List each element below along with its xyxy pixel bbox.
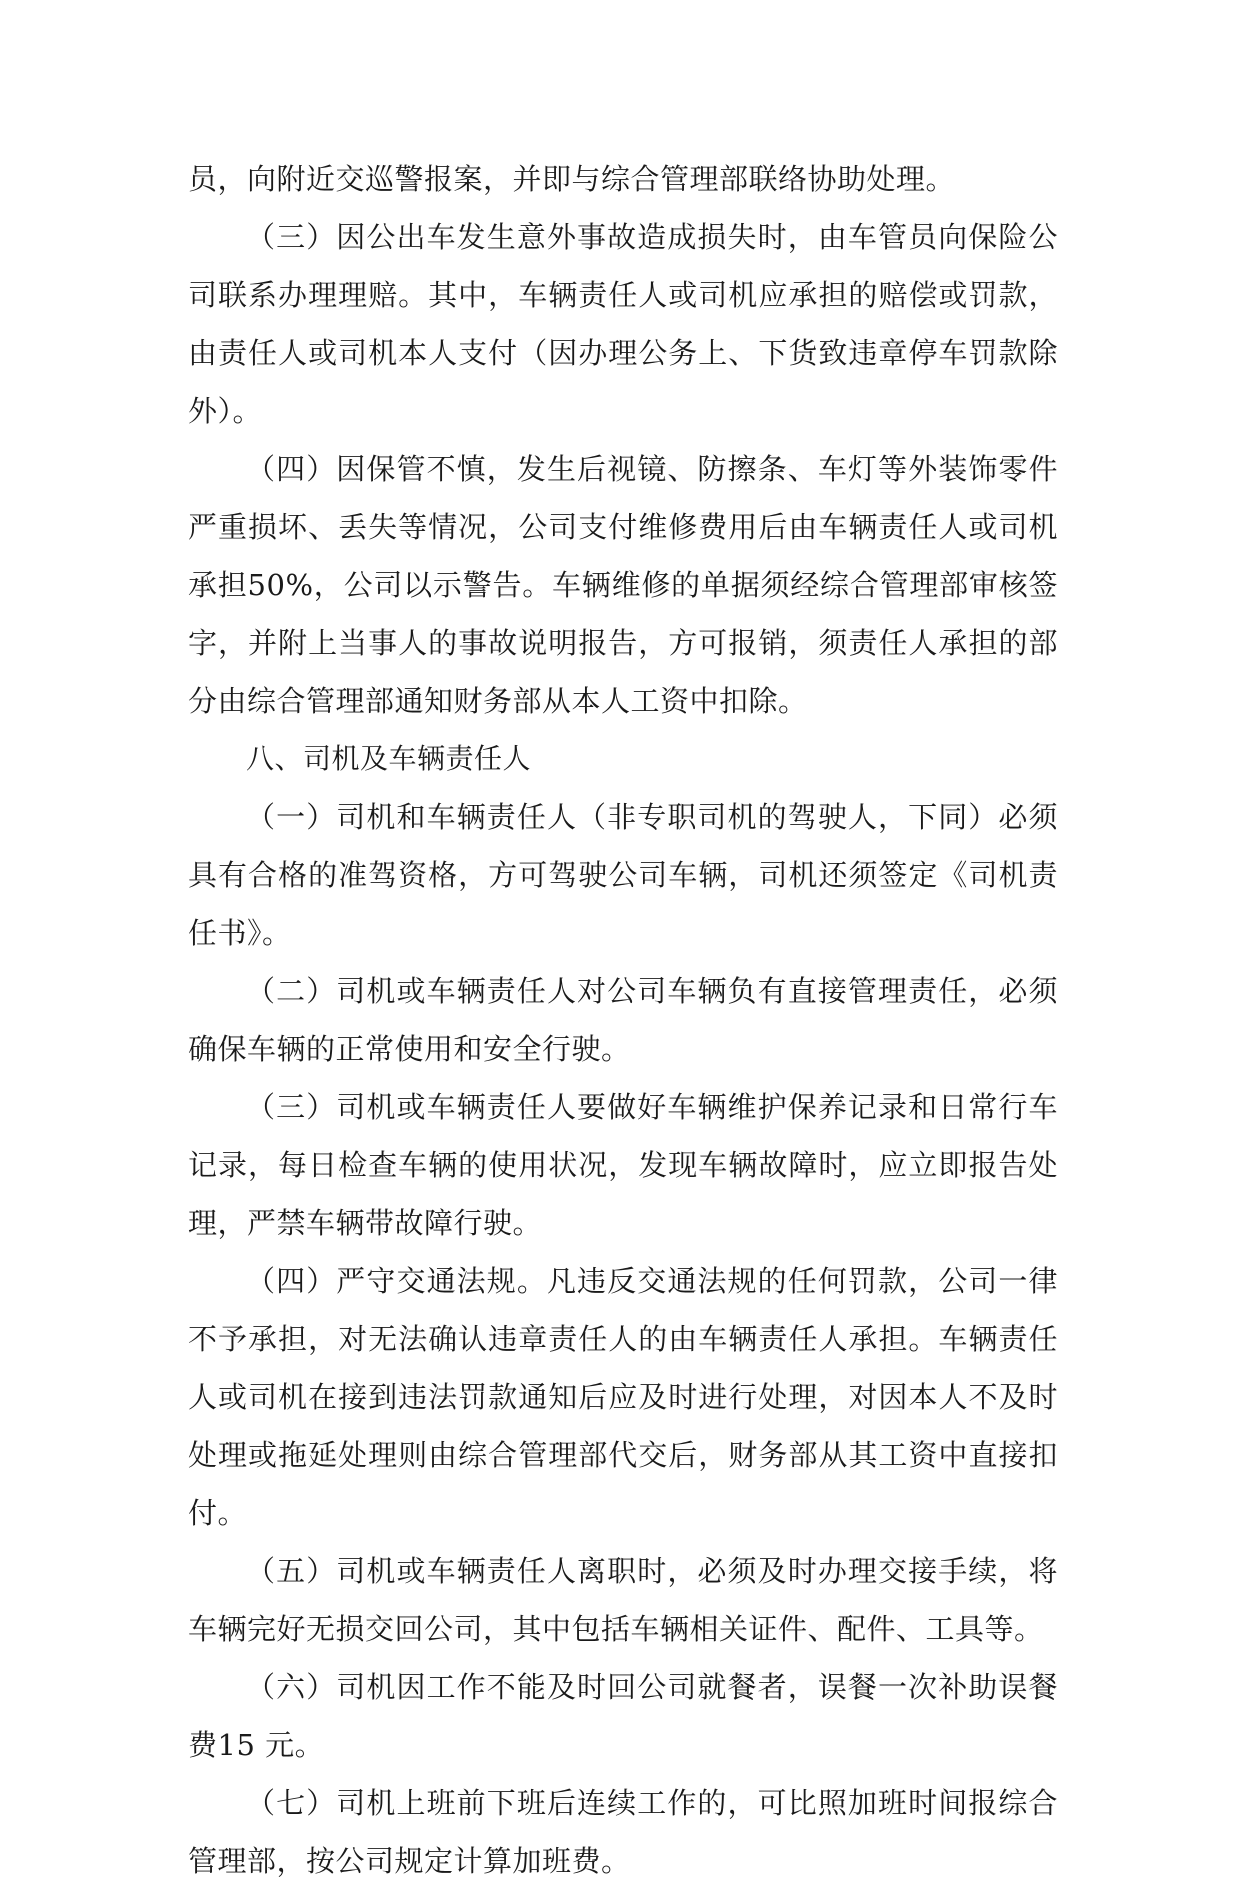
paragraph-item-3-maintenance: （三）司机或车辆责任人要做好车辆维护保养记录和日常行车记录，每日检查车辆的使用状况，发现车辆故障时，应立即报告处理，严禁车辆带故障行驶。 <box>188 1090 1058 1240</box>
paragraph-item-1-license: （一）司机和车辆责任人（非专职司机的驾驶人，下同）必须具有合格的准驾资格，方可驾驶公司车辆，司机还须签定《司机责任书》。 <box>188 800 1058 950</box>
paragraph-item-4-damage: （四）因保管不慎，发生后视镜、防擦条、车灯等外装饰零件严重损坏、丢失等情况，公司支付维修费用后由车辆责任人或司机承担50%，公司以示警告。车辆维修的单据须经综合管理部审核签字，并附上当事人的事故说明报告，方可报销，须责任人承担的部分由综合管理部通知财务部从本人工资中扣除。 <box>188 452 1058 718</box>
paragraph-item-3-insurance: （三）因公出车发生意外事故造成损失时，由车管员向保险公司联系办理理赔。其中，车辆责任人或司机应承担的赔偿或罚款，由责任人或司机本人支付（因办理公务上、下货致违章停车罚款除外）。 <box>188 220 1058 428</box>
paragraph-continuation: 员，向附近交巡警报案，并即与综合管理部联络协助处理。 <box>188 162 956 196</box>
paragraph-item-7-overtime: （七）司机上班前下班后连续工作的，可比照加班时间报综合管理部，按公司规定计算加班费。 <box>188 1786 1058 1878</box>
section-heading-8: 八、司机及车辆责任人 <box>246 742 532 775</box>
paragraph-item-4-traffic-rules: （四）严守交通法规。凡违反交通法规的任何罚款，公司一律不予承担，对无法确认违章责任人的由车辆责任人承担。车辆责任人或司机在接到违法罚款通知后应及时进行处理，对因本人不及时处理或拖延处理则由综合管理部代交后，财务部从其工资中直接扣付。 <box>188 1264 1058 1530</box>
document-body <box>188 150 1058 1890</box>
paragraph-item-6-meal-allowance: （六）司机因工作不能及时回公司就餐者，误餐一次补助误餐费15 元。 <box>188 1670 1058 1762</box>
paragraph-item-2-responsibility: （二）司机或车辆责任人对公司车辆负有直接管理责任，必须确保车辆的正常使用和安全行驶。 <box>188 974 1058 1066</box>
paragraph-item-5-resignation: （五）司机或车辆责任人离职时，必须及时办理交接手续，将车辆完好无损交回公司，其中包括车辆相关证件、配件、工具等。 <box>188 1554 1058 1646</box>
